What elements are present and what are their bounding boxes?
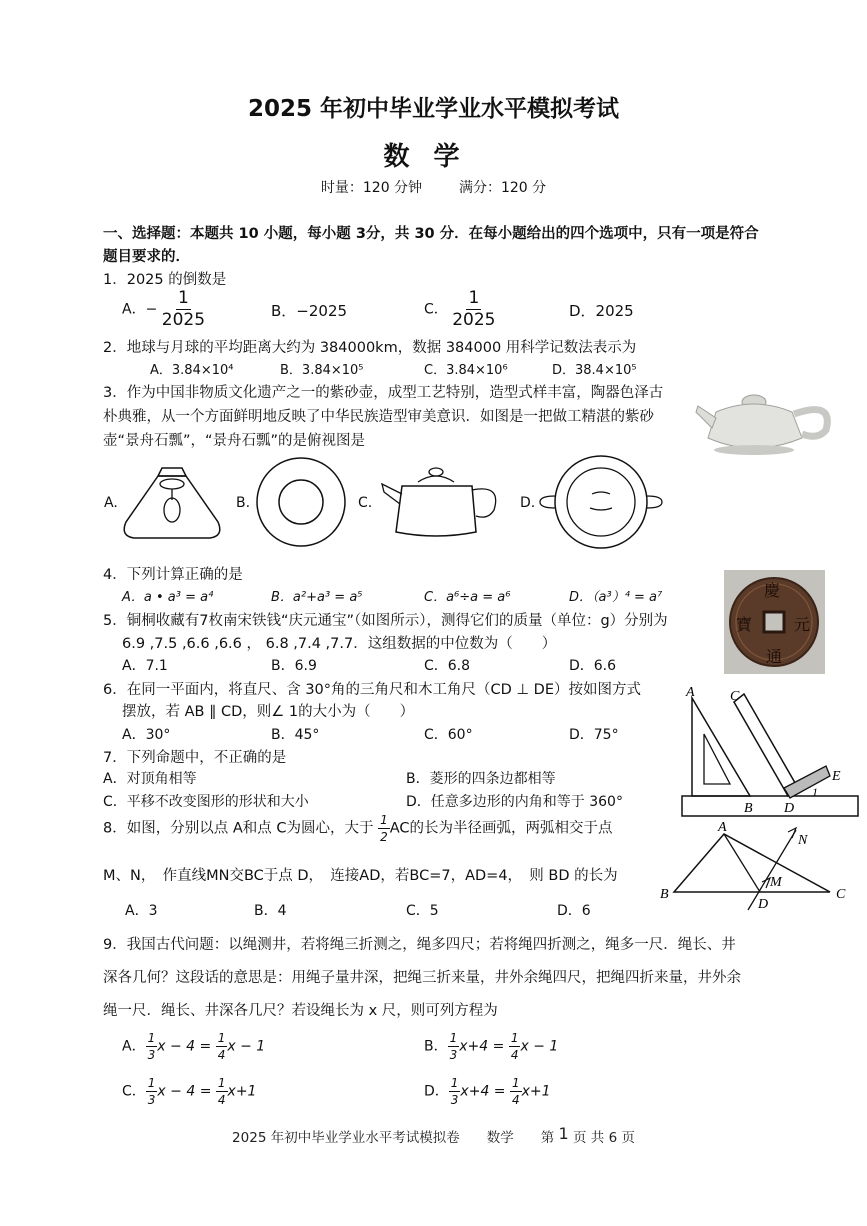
q1-option-d: D．2025 xyxy=(569,302,634,320)
q1-c-num: 1 xyxy=(468,288,480,308)
carpenter-square-base xyxy=(784,766,830,798)
q8-line1-post: AC的长为半径画弧，两弧相交于点 xyxy=(389,820,613,837)
q9-line1: 9．我国古代问题：以绳测井，若将绳三折测之，绳多四尺；若将绳四折测之，绳多一尺．绳长、井 xyxy=(103,937,736,953)
q9-a-frac2 xyxy=(216,1032,228,1061)
q7-option-c: C．平移不改变图形的形状和大小 xyxy=(103,794,309,810)
q4-option-b: B．a²+a³ = a⁵ xyxy=(271,590,363,605)
q4-option-c: C．a⁶÷a = a⁶ xyxy=(424,590,511,605)
q8-label-d: D xyxy=(758,897,769,912)
q9-d-frac1-num: 1 xyxy=(450,1076,459,1090)
q2-stem: 2．地球与月球的平均距离大约为 384000km，数据 384000 用科学记数法表示为 xyxy=(103,340,637,356)
segment-ad xyxy=(724,834,760,892)
footer-text: 2025 年初中毕业学业水平考试模拟卷 数学 第 xyxy=(232,1130,555,1146)
q6-line1: 6．在同一平面内，将直尺、含 30°角的三角尺和木工角尺（CD ⊥ DE）按如图方式 xyxy=(103,682,641,698)
q1-stem: 1．2025 的倒数是 xyxy=(103,272,227,288)
section-heading-line1: 一、选择题：本题共 10 小题，每小题 3分，共 30 分．在每小题给出的四个选项中，只有一项是符合 xyxy=(103,226,759,242)
q9-a-frac2-den: 4 xyxy=(217,1048,226,1062)
q3-option-a: A. xyxy=(104,495,118,511)
carpenter-square-arm xyxy=(734,694,798,796)
q4-stem: 4．下列计算正确的是 xyxy=(103,567,243,583)
q3-option-c: C. xyxy=(358,495,373,511)
q6-label-b: B xyxy=(744,801,753,816)
q5-option-a: A．7.1 xyxy=(122,658,168,674)
time-limit: 时量：120 分钟 xyxy=(320,180,423,196)
q9-d-frac1-den: 3 xyxy=(450,1093,459,1107)
q9-a-frac1-den: 3 xyxy=(147,1048,156,1062)
subject-title: 数学 xyxy=(383,142,484,172)
q9-a-label: A． xyxy=(122,1038,146,1055)
q9-a-frac1-num: 1 xyxy=(147,1031,156,1045)
q1-a-num: 1 xyxy=(177,288,189,308)
q9-b-frac1-den: 3 xyxy=(449,1048,458,1062)
q5-option-d: D．6.6 xyxy=(569,658,617,674)
q9-c-mid: x − 4 = xyxy=(157,1083,212,1100)
q8-label-b: B xyxy=(660,887,669,902)
ruler xyxy=(682,796,858,816)
q5-option-c: C．6.8 xyxy=(424,658,471,674)
q1-c-den: 2025 xyxy=(452,310,496,330)
q6-label-a: A xyxy=(686,685,695,700)
q9-option-d xyxy=(424,1077,551,1106)
set-square xyxy=(692,698,750,796)
q6-option-d: D．75° xyxy=(569,727,619,743)
coin-char-bottom: 通 xyxy=(766,647,783,666)
q5-line1: 5．铜桐收藏有7枚南宋铁钱“庆元通宝”（如图所示），测得它们的质量（单位：g）分别为 xyxy=(103,613,668,629)
q1-a-sign: − xyxy=(145,301,158,318)
coin-char-left: 寶 xyxy=(736,615,753,634)
q6-option-c: C．60° xyxy=(424,727,473,743)
q8-option-a: A．3 xyxy=(125,903,158,919)
q7-option-d: D．任意多边形的内角和等于 360° xyxy=(406,794,623,810)
q3-line3: 壶“景舟石瓢”，“景舟石瓢”的是俯视图是 xyxy=(103,433,366,449)
q9-b-mid: x+4 = xyxy=(459,1038,505,1055)
q8-label-c: C xyxy=(836,887,846,902)
q3-line2: 朴典雅，从一个方面鲜明地反映了中华民族造型审美意识．如图是一把做工精湛的紫砂 xyxy=(103,409,654,425)
page-footer xyxy=(0,1126,867,1146)
q3-option-b: B. xyxy=(236,495,251,511)
q3-figure-b xyxy=(252,456,350,548)
q9-c-frac1-den: 3 xyxy=(147,1093,156,1107)
q6-label-e: E xyxy=(832,769,841,784)
q1-a-fraction xyxy=(162,290,205,329)
q9-b-label: B． xyxy=(424,1038,448,1055)
q9-d-frac1 xyxy=(449,1077,461,1106)
section-heading-line2: 题目要求的． xyxy=(103,249,190,265)
q8-option-c: C．5 xyxy=(406,903,439,919)
q9-d-label: D． xyxy=(424,1083,449,1100)
q6-figure xyxy=(672,684,860,820)
q3-line1: 3．作为中国非物质文化遗产之一的紫砂壶，成型工艺特别，造型式样丰富，陶器色泽古 xyxy=(103,385,664,401)
q5-option-b: B．6.9 xyxy=(271,658,317,674)
q1-c-label: C． xyxy=(424,301,448,318)
q3-option-d: D. xyxy=(520,495,536,511)
q9-b-frac2 xyxy=(509,1032,521,1061)
q9-b-frac2-den: 4 xyxy=(510,1048,519,1062)
q8-label-n: N xyxy=(798,833,808,848)
q9-b-frac1 xyxy=(448,1032,460,1061)
q1-option-b: B．−2025 xyxy=(271,302,348,320)
q9-c-frac2-den: 4 xyxy=(217,1093,226,1107)
coin-char-right: 元 xyxy=(794,615,811,634)
q4-option-d: D．（a³）⁴ = a⁷ xyxy=(569,590,663,605)
q9-c-end: x+1 xyxy=(227,1083,257,1100)
full-score: 满分：120 分 xyxy=(458,180,547,196)
q9-c-frac1-num: 1 xyxy=(147,1076,156,1090)
q9-d-frac2-num: 1 xyxy=(511,1076,520,1090)
q9-b-frac2-num: 1 xyxy=(510,1031,519,1045)
q5-line2: 6.9 ,7.5 ,6.6 ,6.6 ， 6.8 ,7.4 ,7.7．这组数据的中位数为（ ） xyxy=(122,636,557,652)
q3-figure-c xyxy=(378,460,502,542)
q8-label-a: A xyxy=(718,820,727,835)
q6-label-angle1: 1 xyxy=(812,785,818,799)
q2-option-b: B．3.84×10⁵ xyxy=(280,363,364,378)
q2-option-a: A．3.84×10⁴ xyxy=(150,363,234,378)
q8-label-m: M xyxy=(770,875,782,890)
q9-option-c xyxy=(122,1077,256,1106)
q9-line2: 深各几何？这段话的意思是：用绳子量井深，把绳三折来量，井外余绳四尺，把绳四折来量，井外余 xyxy=(103,970,741,986)
q9-d-mid: x+4 = xyxy=(460,1083,506,1100)
exam-title: 2025 年初中毕业学业水平模拟考试 xyxy=(247,96,620,122)
q9-option-b xyxy=(424,1032,558,1061)
q9-c-label: C． xyxy=(122,1083,146,1100)
q7-option-b: B．菱形的四条边都相等 xyxy=(406,771,556,787)
q9-d-end: x+1 xyxy=(521,1083,551,1100)
q9-a-end: x − 1 xyxy=(227,1038,266,1055)
q9-d-frac2 xyxy=(510,1077,522,1106)
q9-c-frac1 xyxy=(146,1077,158,1106)
q9-b-end: x − 1 xyxy=(520,1038,559,1055)
q6-label-c: C xyxy=(730,689,740,704)
q8-line2: M、N， 作直线MN交BC于点 D， 连接AD，若BC=7，AD=4， 则 BD 的长为 xyxy=(103,868,618,884)
q9-c-frac2 xyxy=(216,1077,228,1106)
q3-figure-d xyxy=(536,452,666,552)
q9-option-a xyxy=(122,1032,265,1061)
q9-a-mid: x − 4 = xyxy=(157,1038,212,1055)
q1-c-fraction xyxy=(452,290,495,329)
q9-a-frac1 xyxy=(146,1032,158,1061)
coin-char-top: 慶 xyxy=(764,581,781,600)
q9-b-frac1-num: 1 xyxy=(449,1031,458,1045)
q9-a-frac2-num: 1 xyxy=(217,1031,226,1045)
q3-figure-a xyxy=(118,462,226,544)
q6-label-d: D xyxy=(784,801,795,816)
exam-info xyxy=(0,177,867,197)
q6-option-b: B．45° xyxy=(271,727,320,743)
q8-option-b: B．4 xyxy=(254,903,287,919)
q6-option-a: A．30° xyxy=(122,727,171,743)
q8-frac-num: 1 xyxy=(380,813,388,827)
q7-option-a: A．对顶角相等 xyxy=(103,771,197,787)
q1-a-den: 2025 xyxy=(161,310,206,330)
q9-c-frac2-num: 1 xyxy=(217,1076,226,1090)
footer-page-number: 1 xyxy=(558,1124,569,1143)
q9-d-frac2-den: 4 xyxy=(511,1093,520,1107)
coin-photo xyxy=(724,570,825,674)
q8-line1 xyxy=(103,814,613,843)
q1-a-label: A． xyxy=(122,301,146,318)
q8-line1-pre: 8．如图，分别以点 A和点 C为圆心，大于 xyxy=(103,820,374,837)
q7-stem: 7．下列命题中，不正确的是 xyxy=(103,750,287,766)
q1-option-c xyxy=(424,290,496,329)
q6-line2: 摆放，若 AB ∥ CD，则∠ 1的大小为（ ） xyxy=(122,704,415,720)
q9-line3: 绳一尺．绳长、井深各几尺？若设绳长为 x 尺，则可列方程为 xyxy=(103,1003,498,1019)
q4-option-a: A．a • a³ = a⁴ xyxy=(122,590,214,605)
q8-option-d: D．6 xyxy=(557,903,591,919)
q2-option-d: D．38.4×10⁵ xyxy=(552,363,637,378)
footer-page-total: 页 共 6 页 xyxy=(572,1130,635,1146)
q8-figure xyxy=(652,820,852,914)
q8-half-fraction xyxy=(378,814,390,843)
q2-option-c: C．3.84×10⁶ xyxy=(424,363,508,378)
q8-frac-den: 2 xyxy=(380,830,388,844)
q1-option-a xyxy=(122,290,205,329)
teapot-photo xyxy=(694,378,836,462)
